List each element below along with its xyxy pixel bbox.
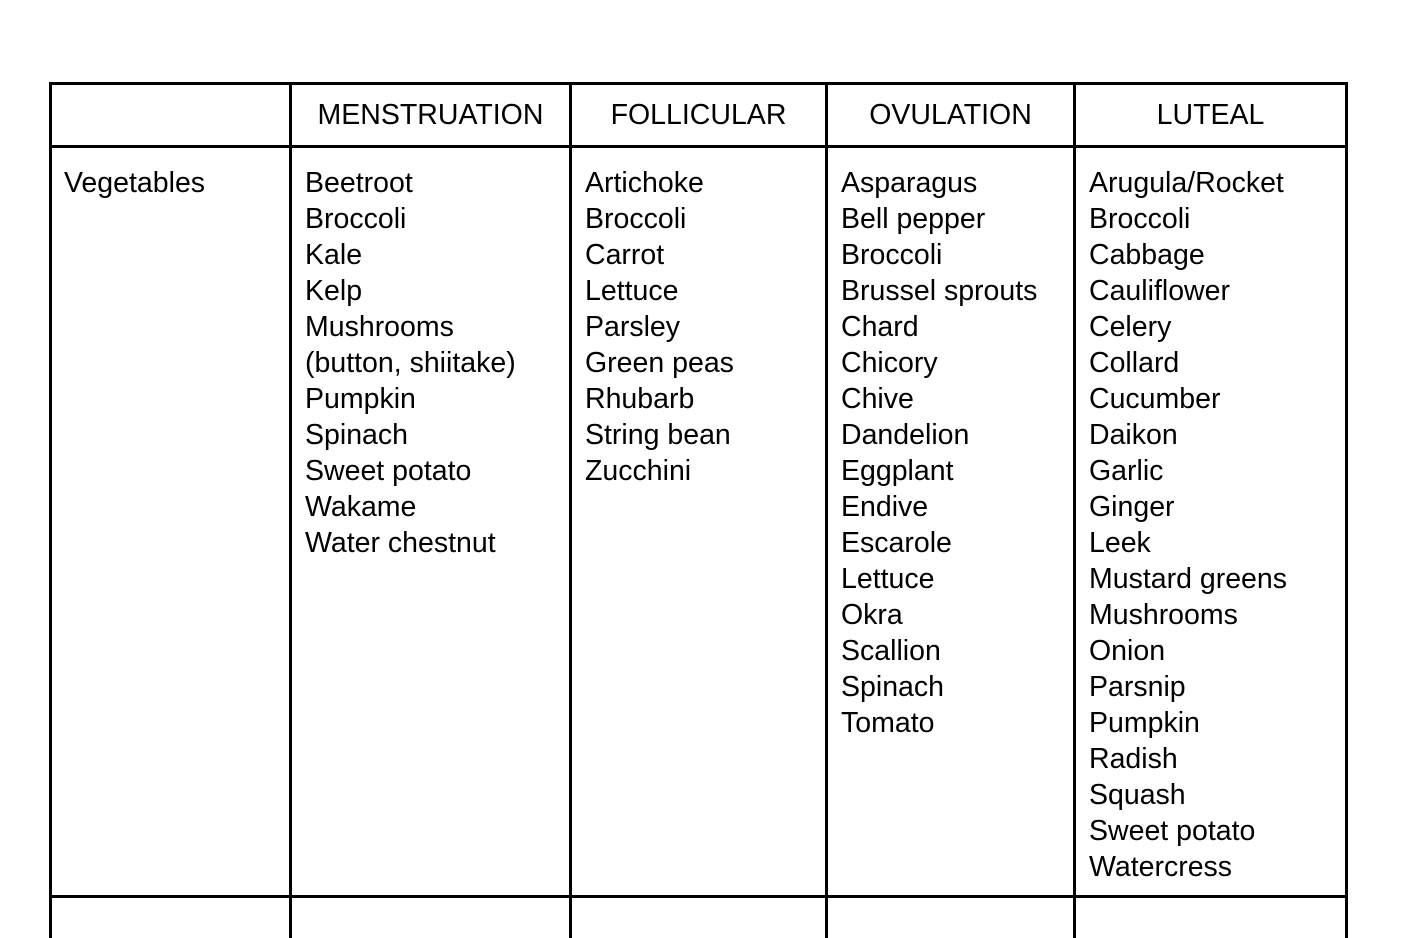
header-ovulation: OVULATION (827, 84, 1075, 147)
list-item: Arugula/Rocket (1089, 165, 1345, 201)
list-item: Okra (841, 597, 1073, 633)
list-item: Parsnip (1089, 669, 1345, 705)
list-item: Cucumber (1089, 381, 1345, 417)
list-item: Sweet potato (305, 453, 569, 489)
list-item: Broccoli (1089, 201, 1345, 237)
list-item: Collard (1089, 345, 1345, 381)
next-row-cell (1075, 897, 1347, 938)
list-item: Bell pepper (841, 201, 1073, 237)
list-item: Carrot (585, 237, 825, 273)
list-item: Escarole (841, 525, 1073, 561)
list-item: Radish (1089, 741, 1345, 777)
list-item: Chard (841, 309, 1073, 345)
list-item: Mushrooms (305, 309, 569, 345)
list-item: Mustard greens (1089, 561, 1345, 597)
next-row-cell (51, 897, 291, 938)
cycle-phase-food-table (49, 82, 1348, 938)
list-item: Celery (1089, 309, 1345, 345)
list-item: Leek (1089, 525, 1345, 561)
list-item: Green peas (585, 345, 825, 381)
list-item: Ginger (1089, 489, 1345, 525)
header-luteal: LUTEAL (1075, 84, 1347, 147)
list-item: Chicory (841, 345, 1073, 381)
list-item: Scallion (841, 633, 1073, 669)
list-item: Eggplant (841, 453, 1073, 489)
list-item: Rhubarb (585, 381, 825, 417)
list-item: Brussel sprouts (841, 273, 1073, 309)
luteal-vegetables-cell (1075, 147, 1347, 897)
list-item: Beetroot (305, 165, 569, 201)
list-item: Cauliflower (1089, 273, 1345, 309)
list-item: (button, shiitake) (305, 345, 569, 381)
list-item: Spinach (841, 669, 1073, 705)
list-item: Squash (1089, 777, 1345, 813)
header-menstruation: MENSTRUATION (291, 84, 571, 147)
list-item: Dandelion (841, 417, 1073, 453)
list-item: Kelp (305, 273, 569, 309)
list-item: Asparagus (841, 165, 1073, 201)
next-row-cell (291, 897, 571, 938)
list-item: String bean (585, 417, 825, 453)
list-item: Water chestnut (305, 525, 569, 561)
header-empty-cell (51, 84, 291, 147)
list-item: Endive (841, 489, 1073, 525)
list-item: Cabbage (1089, 237, 1345, 273)
list-item: Sweet potato (1089, 813, 1345, 849)
list-item: Mushrooms (1089, 597, 1345, 633)
list-item: Watercress (1089, 849, 1345, 885)
row-label-vegetables: Vegetables (51, 147, 291, 897)
menstruation-vegetables-cell (291, 147, 571, 897)
next-row-cell (827, 897, 1075, 938)
list-item: Wakame (305, 489, 569, 525)
list-item: Broccoli (585, 201, 825, 237)
list-item: Spinach (305, 417, 569, 453)
follicular-vegetables-cell (571, 147, 827, 897)
list-item: Tomato (841, 705, 1073, 741)
table-row-vegetables (51, 147, 1347, 897)
next-row-cell (571, 897, 827, 938)
list-item: Lettuce (841, 561, 1073, 597)
list-item: Garlic (1089, 453, 1345, 489)
list-item: Broccoli (305, 201, 569, 237)
list-item: Onion (1089, 633, 1345, 669)
list-item: Chive (841, 381, 1073, 417)
list-item: Pumpkin (1089, 705, 1345, 741)
list-item: Pumpkin (305, 381, 569, 417)
list-item: Kale (305, 237, 569, 273)
list-item: Zucchini (585, 453, 825, 489)
header-row (51, 84, 1347, 147)
list-item: Artichoke (585, 165, 825, 201)
list-item: Lettuce (585, 273, 825, 309)
header-follicular: FOLLICULAR (571, 84, 827, 147)
table-row-next-partial (51, 897, 1347, 938)
ovulation-vegetables-cell (827, 147, 1075, 897)
list-item: Broccoli (841, 237, 1073, 273)
list-item: Daikon (1089, 417, 1345, 453)
list-item: Parsley (585, 309, 825, 345)
